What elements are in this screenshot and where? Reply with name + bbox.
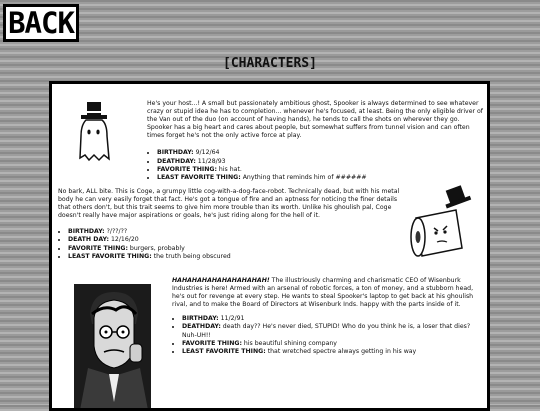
fact-item: • BIRTHDAY: 11/2/91 [182, 315, 485, 323]
back-button[interactable]: BACK [3, 4, 79, 42]
character-card-spooker [147, 100, 483, 182]
fact-item: • DEATHDAY: death day?? He's never died, STUPID! Who do you think he is, a loser that dies? Nuh-UH!! [182, 323, 485, 339]
fact-item: • LEAST FAVORITE THING: that wretched spectre always getting in his way [182, 348, 485, 356]
fact-item: • LEAST FAVORITE THING: Anything that reminds him of ###### [157, 174, 483, 182]
robot-icon [404, 184, 484, 264]
fact-item: • FAVORITE THING: his beautiful shining company [182, 340, 485, 348]
fact-item: • LEAST FAVORITE THING: the truth being obscured [68, 253, 400, 261]
fact-item: • DEATHDAY: 11/28/93 [157, 158, 483, 166]
character-card-coge [58, 188, 400, 261]
ceo-portrait-icon [74, 284, 151, 410]
character-bio: HAHAHAHAHAHAHAHAHAH! The illustriously charming and charismatic CEO of Wisenburk Industries is here! Armed with an arsenal of robotic forces, a ton of money, and a stubborn head, he's out for revenge at every step. He wants to steal Spooker's laptop to get back at his ghoulish rival, and to make the Board of Directors at Wisenburk Inds. happy with the parts inside of it. [172, 277, 474, 309]
page-title: [CHARACTERS] [223, 56, 317, 71]
character-bio: He's your host...! A small but passionately ambitious ghost, Spooker is always determined to see whatever crazy or stupid idea he has to completion... whenever he's focused, at least. Being the only eligible driver of the Van out of the duo (on account of having hands), he tends to call the shots on wherever they go. Spooker has a big heart and cares about people, but somewhat suffers from tunnel vision and can often times forget he's not the only active force at play. [147, 100, 483, 140]
fact-item: • FAVORITE THING: burgers, probably [68, 245, 400, 253]
fact-item: • BIRTHDAY: ?/??/?? [68, 228, 400, 236]
fact-item: • DEATH DAY: 12/16/20 [68, 236, 400, 244]
characters-panel [49, 81, 490, 411]
character-card-ceo [172, 277, 485, 356]
fact-item: • FAVORITE THING: his hat. [157, 166, 483, 174]
ghost-icon [74, 100, 120, 166]
fact-item: • BIRTHDAY: 9/12/64 [157, 149, 483, 157]
character-bio: No bark, ALL bite. This is Coge, a grumpy little cog-with-a-dog-face-robot. Technically dead, but with his metal body he can very easily forget that fact. He's got a tongue of fire and an aptness for noticing the finer details that others don't, but this trait seems to give him more trouble than its worth. Unlike his ghoulish pal, Coge doesn't really have major aspirations or goals, he's just riding along for the hell of it. [58, 188, 400, 220]
